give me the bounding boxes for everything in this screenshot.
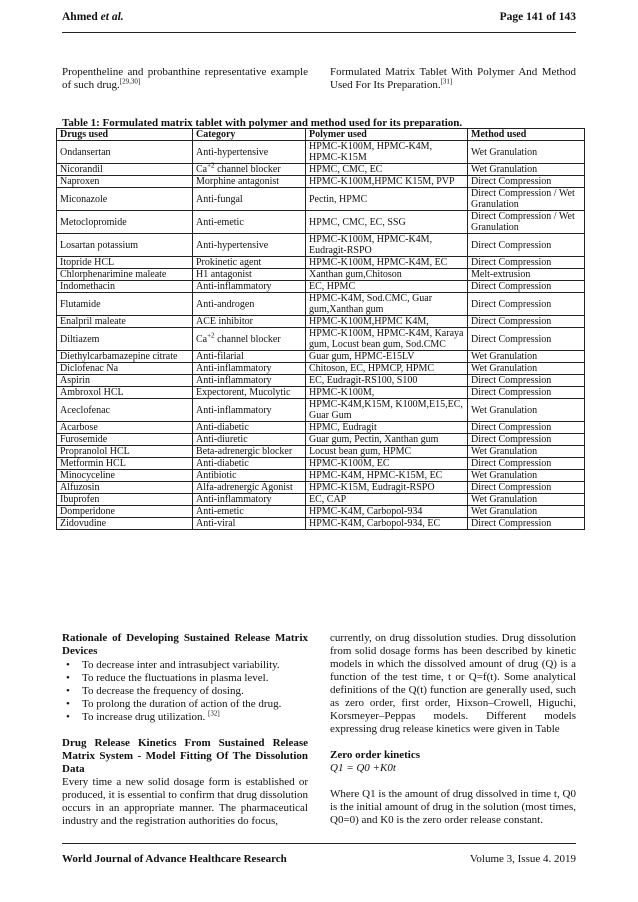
table-row — [57, 316, 585, 328]
formulation-table — [56, 128, 585, 530]
table-row — [57, 351, 585, 363]
table-row — [57, 375, 585, 387]
list-item: • To increase drug utilization. [32] — [62, 711, 308, 724]
page-header — [62, 11, 576, 27]
table-cell: HPMC-K100M, EC — [306, 458, 468, 470]
table-row — [57, 458, 585, 470]
table-cell: Direct Compression — [468, 434, 585, 446]
table-cell: Wet Granulation — [468, 363, 585, 375]
table-cell: Anti-inflammatory — [193, 399, 306, 422]
right-bottom-column — [330, 632, 576, 827]
table-header-row — [57, 129, 585, 141]
table-cell: Direct Compression — [468, 316, 585, 328]
table-cell: Domperidone — [57, 506, 193, 518]
table-cell: Anti-filarial — [193, 351, 306, 363]
table-cell: Direct Compression — [468, 234, 585, 257]
table-cell: HPMC-K4M, Carbopol-934 — [306, 506, 468, 518]
table-cell: H1 antagonist — [193, 269, 306, 281]
table-cell: Anti-diabetic — [193, 458, 306, 470]
table-cell: Anti-emetic — [193, 506, 306, 518]
table-cell: Anti-inflammatory — [193, 281, 306, 293]
table-row — [57, 399, 585, 422]
table-cell: Itopride HCL — [57, 257, 193, 269]
table-cell: Antibiotic — [193, 470, 306, 482]
table-cell: Wet Granulation — [468, 164, 585, 176]
table-cell: Chitoson, EC, HPMCP, HPMC — [306, 363, 468, 375]
table-cell: Expectorent, Mucolytic — [193, 387, 306, 399]
table-row — [57, 482, 585, 494]
table-row — [57, 164, 585, 176]
table-cell: Anti-diuretic — [193, 434, 306, 446]
table-row — [57, 269, 585, 281]
table-row — [57, 422, 585, 434]
table-cell: Direct Compression — [468, 293, 585, 316]
table-cell: ACE inhibitor — [193, 316, 306, 328]
journal-name: World Journal of Advance Healthcare Research — [62, 853, 287, 865]
table-cell: Indomethacin — [57, 281, 193, 293]
table-cell: Direct Compression — [468, 482, 585, 494]
list-item: • To decrease the frequency of dosing. — [62, 685, 308, 698]
table-row — [57, 518, 585, 530]
table-cell: Zidovudine — [57, 518, 193, 530]
table-cell: Anti-inflammatory — [193, 375, 306, 387]
table-cell: Pectin, HPMC — [306, 188, 468, 211]
table-cell: Melt-extrusion — [468, 269, 585, 281]
table-cell: Miconazole — [57, 188, 193, 211]
table-cell: $Ca^{+2}$ channel blocker — [193, 164, 306, 176]
header-rule — [62, 32, 576, 33]
footer-rule — [62, 843, 576, 844]
table-cell: Aspirin — [57, 375, 193, 387]
table-row — [57, 211, 585, 234]
table-cell: Direct Compression — [468, 257, 585, 269]
table-cell: Wet Granulation — [468, 141, 585, 164]
kinetics-heading: Drug Release Kinetics From Sustained Release Matrix System - Model Fitting Of The Dissolution Data — [62, 737, 308, 775]
table-row — [57, 293, 585, 316]
table-cell: Morphine antagonist — [193, 176, 306, 188]
table-cell: HPMC, CMC, EC, SSG — [306, 211, 468, 234]
table-row — [57, 446, 585, 458]
table-cell: HPMC-K100M,HPMC K4M, — [306, 316, 468, 328]
top-right-text: Formulated Matrix Tablet With Polymer And Method Used For Its Preparation.[31] — [330, 66, 576, 91]
table-cell: Alfuzosin — [57, 482, 193, 494]
table-cell: HPMC-K4M, HPMC-K15M, EC — [306, 470, 468, 482]
column-header: Category — [193, 129, 306, 141]
table-cell: Diltiazem — [57, 328, 193, 351]
table-cell: Anti-diabetic — [193, 422, 306, 434]
table-cell: Anti-androgen — [193, 293, 306, 316]
table-cell: HPMC-K4M, Sod.CMC, Guar gum,Xanthan gum — [306, 293, 468, 316]
table-cell: HPMC-K15M, Eudragit-RSPO — [306, 482, 468, 494]
table-cell: Direct Compression / Wet Granulation — [468, 211, 585, 234]
table-cell: Direct Compression — [468, 387, 585, 399]
table-row — [57, 176, 585, 188]
volume-info: Volume 3, Issue 4. 2019 — [469, 853, 576, 865]
rationale-list — [62, 659, 308, 724]
dissolution-paragraph: currently, on drug dissolution studies. Drug dissolution from solid dosage forms has been described by kinetic models in which the dissolved amount of drug (Q) is a function of the test time, t or Q=f(t). Some analytical definitions of the Q(t) function are generally used, such as zero order, first order, Hixson–Crowell, Higuchi, Korsmeyer–Peppas models. Different models expressing drug release kinetics were given in Table — [330, 632, 576, 735]
table-row — [57, 234, 585, 257]
table-cell: Direct Compression — [468, 422, 585, 434]
table-cell: Diclofenac Na — [57, 363, 193, 375]
left-bottom-column — [62, 632, 308, 828]
table-row — [57, 470, 585, 482]
table-cell: EC, Eudragit-RS100, S100 — [306, 375, 468, 387]
table-cell: Anti-hypertensive — [193, 234, 306, 257]
table-cell: Anti-hypertensive — [193, 141, 306, 164]
table-row — [57, 141, 585, 164]
table-cell: Locust bean gum, HPMC — [306, 446, 468, 458]
table-cell: $Ca^{+2}$ channel blocker — [193, 328, 306, 351]
table-cell: Wet Granulation — [468, 351, 585, 363]
table-caption: Table 1: Formulated matrix tablet with polymer and method used for its preparation. — [62, 117, 463, 129]
table-cell: HPMC, Eudragit — [306, 422, 468, 434]
table-cell: HPMC-K100M,HPMC K15M, PVP — [306, 176, 468, 188]
table-cell: HPMC-K100M, HPMC-K4M, HPMC-K15M — [306, 141, 468, 164]
column-header: Method used — [468, 129, 585, 141]
table-row — [57, 434, 585, 446]
table-cell: Nicorandil — [57, 164, 193, 176]
table-row — [57, 387, 585, 399]
table-cell: Ambroxol HCL — [57, 387, 193, 399]
table-cell: Alfa-adrenergic Agonist — [193, 482, 306, 494]
table-cell: Prokinetic agent — [193, 257, 306, 269]
table-cell: Furosemide — [57, 434, 193, 446]
table-cell: Beta-adrenergic blocker — [193, 446, 306, 458]
zero-order-heading: Zero order kinetics — [330, 749, 421, 761]
table-cell: HPMC, CMC, EC — [306, 164, 468, 176]
table-cell: Aceclofenac — [57, 399, 193, 422]
table-cell: Guar gum, HPMC-E15LV — [306, 351, 468, 363]
table-row — [57, 188, 585, 211]
list-item: • To reduce the fluctuations in plasma level. — [62, 672, 308, 685]
table-cell: HPMC-K4M,K15M, K100M,E15,EC, Guar Gum — [306, 399, 468, 422]
page-number: Page 141 of 143 — [499, 11, 576, 23]
table-cell: Ondansertan — [57, 141, 193, 164]
table-cell: HPMC-K100M, — [306, 387, 468, 399]
running-author: Ahmed et al. — [62, 11, 124, 23]
zero-order-equation: Q1 = Q0 +K0t — [330, 762, 396, 774]
table-cell: Wet Granulation — [468, 399, 585, 422]
table-row — [57, 494, 585, 506]
column-header: Drugs used — [57, 129, 193, 141]
table-row — [57, 328, 585, 351]
table-cell: Anti-inflammatory — [193, 363, 306, 375]
table-cell: HPMC-K100M, HPMC-K4M, Karaya gum, Locust bean gum, Sod.CMC — [306, 328, 468, 351]
table-cell: Anti-inflammatory — [193, 494, 306, 506]
table-cell: Metoclopromide — [57, 211, 193, 234]
table-cell: Wet Granulation — [468, 506, 585, 518]
table-row — [57, 281, 585, 293]
table-cell: Xanthan gum,Chitoson — [306, 269, 468, 281]
table-cell: EC, CAP — [306, 494, 468, 506]
list-item: • To prolong the duration of action of the drug. — [62, 698, 308, 711]
column-header: Polymer used — [306, 129, 468, 141]
table-cell: Direct Compression — [468, 518, 585, 530]
table-cell: Wet Granulation — [468, 446, 585, 458]
table-cell: Direct Compression — [468, 375, 585, 387]
table-cell: Ibuprofen — [57, 494, 193, 506]
table-cell: Metformin HCL — [57, 458, 193, 470]
table-cell: Naproxen — [57, 176, 193, 188]
table-cell: Direct Compression — [468, 281, 585, 293]
table-cell: Direct Compression / Wet Granulation — [468, 188, 585, 211]
table-cell: Losartan potassium — [57, 234, 193, 257]
table-cell: Propranolol HCL — [57, 446, 193, 458]
table-cell: HPMC-K100M, HPMC-K4M, EC — [306, 257, 468, 269]
table-row — [57, 257, 585, 269]
rationale-heading: Rationale of Developing Sustained Release Matrix Devices — [62, 632, 308, 657]
table-row — [57, 506, 585, 518]
table-cell: Direct Compression — [468, 328, 585, 351]
table-cell: HPMC-K4M, Carbopol-934, EC — [306, 518, 468, 530]
table-cell: Wet Granulation — [468, 470, 585, 482]
table-cell: Enalpril maleate — [57, 316, 193, 328]
table-cell: Acarbose — [57, 422, 193, 434]
kinetics-paragraph: Every time a new solid dosage form is established or produced, it is essential to confirm that drug dissolution occurs in an appropriate manner. The pharmaceutical industry and the registration authorities do focus, — [62, 776, 308, 827]
table-row — [57, 363, 585, 375]
table-cell: Wet Granulation — [468, 494, 585, 506]
top-left-text: Propentheline and probanthine representative example of such drug.[29,30] — [62, 66, 308, 91]
table-cell: Chlorphenarimine maleate — [57, 269, 193, 281]
table-cell: Minocyceline — [57, 470, 193, 482]
table-cell: Direct Compression — [468, 458, 585, 470]
table-cell: Diethylcarbamazepine citrate — [57, 351, 193, 363]
table-cell: Direct Compression — [468, 176, 585, 188]
table-cell: Flutamide — [57, 293, 193, 316]
table-cell: Anti-fungal — [193, 188, 306, 211]
table-cell: EC, HPMC — [306, 281, 468, 293]
table-cell: HPMC-K100M, HPMC-K4M, Eudragit-RSPO — [306, 234, 468, 257]
table-cell: Anti-emetic — [193, 211, 306, 234]
list-item: • To decrease inter and intrasubject variability. — [62, 659, 308, 672]
table-cell: Guar gum, Pectin, Xanthan gum — [306, 434, 468, 446]
where-paragraph: Where Q1 is the amount of drug dissolved in time t, Q0 is the initial amount of drug in the solution (most times, Q0=0) and K0 is the zero order release constant. — [330, 788, 576, 826]
table-cell: Anti-viral — [193, 518, 306, 530]
